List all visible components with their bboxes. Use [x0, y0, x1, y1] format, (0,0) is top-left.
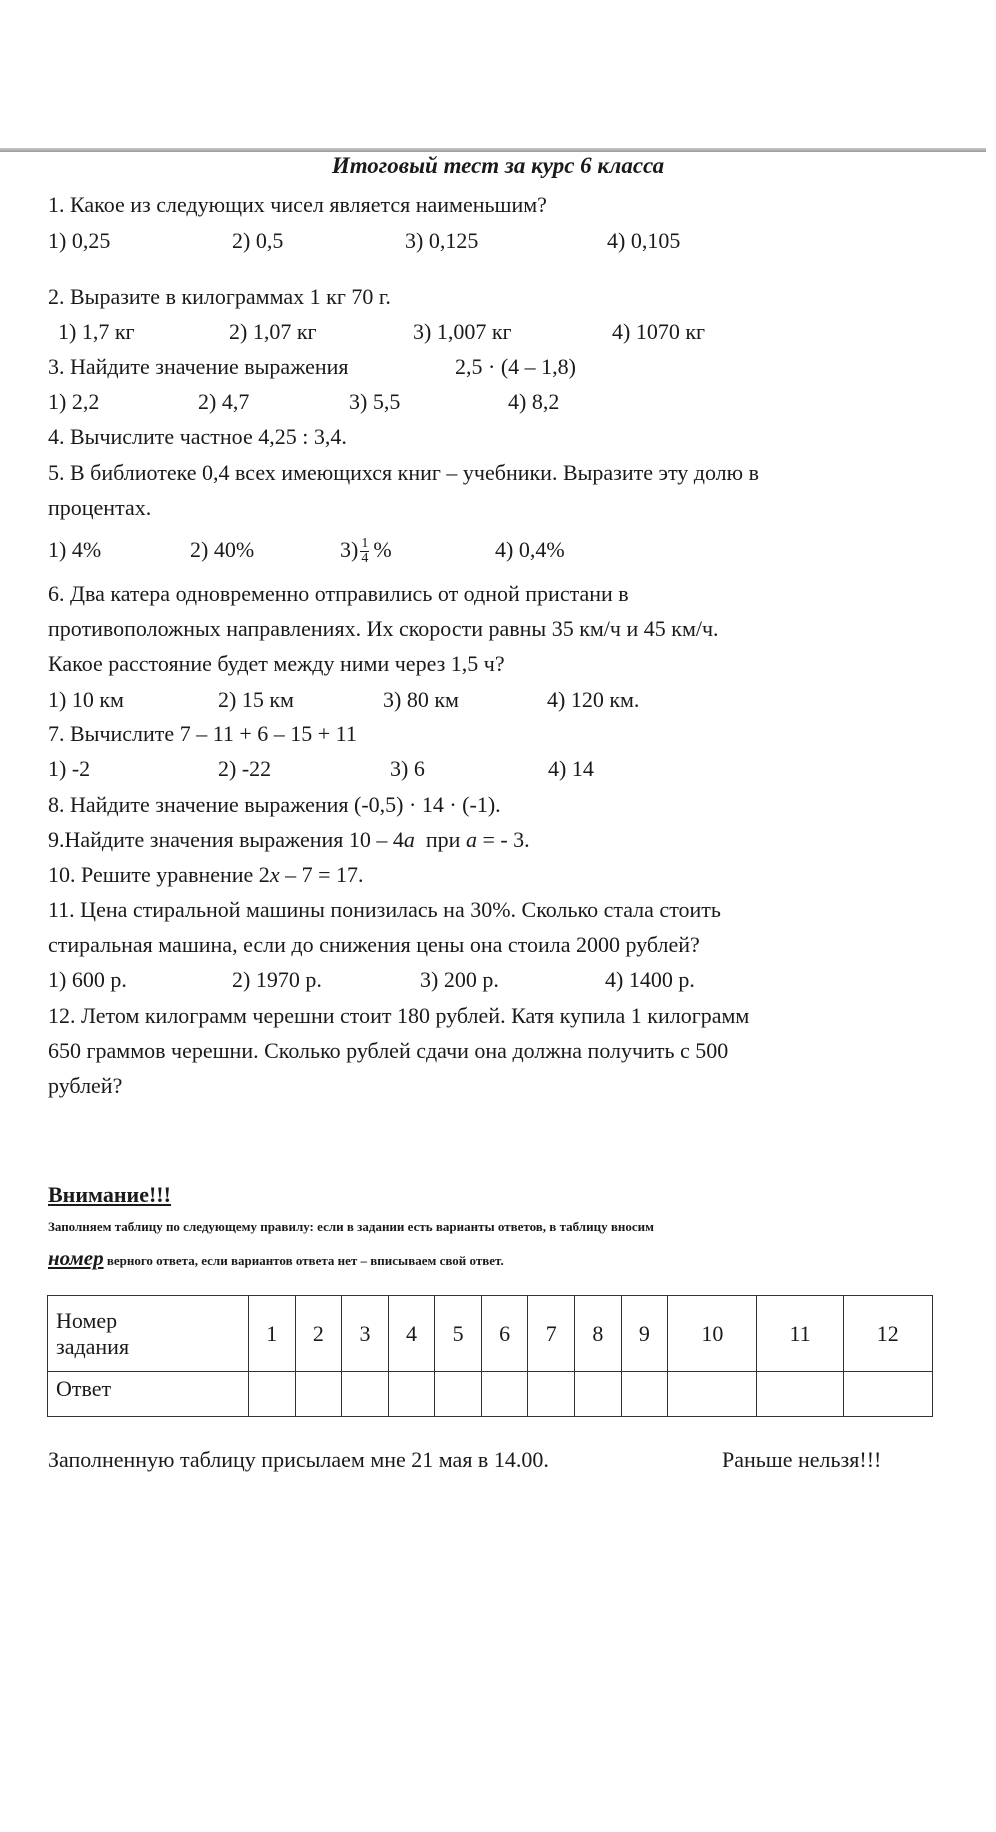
answer-cell-4[interactable] [388, 1372, 435, 1417]
q3-option-2: 2) 4,7 [198, 389, 250, 414]
answer-cell-2[interactable] [295, 1372, 342, 1417]
fraction-one-quarter [360, 537, 369, 566]
answer-table [47, 1295, 933, 1417]
task-number-1: 1 [249, 1296, 296, 1372]
q6-option-2: 2) 15 км [218, 687, 294, 712]
q10-suffix: – 7 = 17. [279, 862, 364, 887]
q9-middle: при [414, 827, 466, 852]
rule-line-2-text: верного ответа, если вариантов ответа нет – вписываем свой ответ. [103, 1253, 504, 1268]
task-number-2: 2 [295, 1296, 342, 1372]
question-10 [48, 861, 364, 889]
table-row-answers [48, 1372, 933, 1417]
q2-option-1: 1) 1,7 кг [58, 319, 135, 344]
question-3: 3. Найдите значение выражения [48, 354, 349, 379]
q1-option-2: 2) 0,5 [232, 228, 284, 253]
q7-option-3: 3) 6 [390, 756, 425, 781]
answer-cell-5[interactable] [435, 1372, 482, 1417]
q1-option-1: 1) 0,25 [48, 228, 111, 253]
question-11-line-2: стиральная машина, если до снижения цены она стоила 2000 рублей? [48, 932, 700, 957]
answer-cell-11[interactable] [757, 1372, 843, 1417]
q11-option-3: 3) 200 р. [420, 967, 499, 992]
question-6-line-2: противоположных направлениях. Их скорости равны 35 км/ч и 45 км/ч. [48, 616, 719, 641]
question-12-line-1: 12. Летом килограмм черешни стоит 180 рублей. Катя купила 1 килограмм [48, 1003, 750, 1028]
fraction-denominator: 4 [361, 551, 369, 567]
q7-option-1: 1) -2 [48, 756, 91, 781]
task-number-12: 12 [843, 1296, 932, 1372]
task-number-11: 11 [757, 1296, 843, 1372]
answer-cell-10[interactable] [668, 1372, 757, 1417]
q11-option-2: 2) 1970 р. [232, 967, 322, 992]
rule-line-2 [48, 1246, 504, 1271]
table-row-numbers [48, 1296, 933, 1372]
fraction-numerator: 1 [361, 536, 369, 552]
question-4: 4. Вычислите частное 4,25 : 3,4. [48, 424, 347, 449]
q7-option-2: 2) -22 [218, 756, 272, 781]
q3-option-1: 1) 2,2 [48, 389, 100, 414]
footer-warning: Раньше нельзя!!! [722, 1447, 882, 1472]
question-5-line-2: процентах. [48, 495, 152, 520]
table-label-otvet: Ответ [48, 1372, 249, 1417]
q5-option-4: 4) 0,4% [495, 537, 565, 562]
q2-option-2: 2) 1,07 кг [229, 319, 317, 344]
q6-option-3: 3) 80 км [383, 687, 459, 712]
attention-heading: Внимание!!! [48, 1182, 171, 1207]
fraction-percent: % [373, 537, 392, 562]
answer-cell-7[interactable] [528, 1372, 575, 1417]
q5-option-1: 1) 4% [48, 537, 102, 562]
question-1: 1. Какое из следующих чисел является наименьшим? [48, 192, 547, 217]
q3-option-4: 4) 8,2 [508, 389, 560, 414]
question-12-line-2: 650 граммов черешни. Сколько рублей сдачи она должна получить с 500 [48, 1038, 729, 1063]
question-9 [48, 826, 530, 854]
question-6-line-3: Какое расстояние будет между ними через 1,5 ч? [48, 651, 505, 676]
task-number-10: 10 [668, 1296, 757, 1372]
q9-suffix: = - 3. [476, 827, 530, 852]
q9-prefix: 9.Найдите значения выражения 10 – 4 [48, 827, 404, 852]
q11-option-1: 1) 600 р. [48, 967, 127, 992]
rule-line-1: Заполняем таблицу по следующему правилу: если в задании есть варианты ответов, в таблицу вносим [48, 1219, 654, 1234]
table-label-zadaniya: задания [56, 1333, 130, 1359]
q10-prefix: 10. Решите уравнение 2 [48, 862, 270, 887]
task-number-3: 3 [342, 1296, 389, 1372]
q2-option-4: 4) 1070 кг [612, 319, 706, 344]
table-label-nomer: Номер [56, 1307, 118, 1333]
question-5-line-1: 5. В библиотеке 0,4 всех имеющихся книг – учебники. Выразите эту долю в [48, 460, 759, 485]
q6-option-4: 4) 120 км. [547, 687, 640, 712]
q2-option-3: 3) 1,007 кг [413, 319, 512, 344]
q1-option-4: 4) 0,105 [607, 228, 681, 253]
q1-option-3: 3) 0,125 [405, 228, 479, 253]
q5-option-2: 2) 40% [190, 537, 255, 562]
page-title: Итоговый тест за курс 6 класса [331, 153, 665, 178]
question-2: 2. Выразите в килограммах 1 кг 70 г. [48, 284, 391, 309]
answer-cell-12[interactable] [843, 1372, 932, 1417]
task-number-8: 8 [575, 1296, 622, 1372]
q5-option-3-label: 3) [340, 537, 359, 562]
q9-variable: a [403, 827, 415, 852]
question-7: 7. Вычислите 7 – 11 + 6 – 15 + 11 [48, 721, 357, 746]
q3-option-3: 3) 5,5 [349, 389, 401, 414]
answer-cell-6[interactable] [481, 1372, 528, 1417]
answer-cell-9[interactable] [621, 1372, 668, 1417]
answer-cell-3[interactable] [342, 1372, 389, 1417]
q5-option-3 [340, 530, 392, 570]
table-header-cell [48, 1296, 249, 1372]
rule-nomer: номер [48, 1246, 104, 1270]
answer-cell-8[interactable] [575, 1372, 622, 1417]
task-number-7: 7 [528, 1296, 575, 1372]
q7-option-4: 4) 14 [548, 756, 594, 781]
q9-variable-2: a [465, 827, 477, 852]
question-6-line-1: 6. Два катера одновременно отправились от одной пристани в [48, 581, 629, 606]
q3-expression: 2,5 · (4 – 1,8) [455, 354, 576, 379]
q11-option-4: 4) 1400 р. [605, 967, 695, 992]
question-12-line-3: рублей? [48, 1073, 123, 1098]
task-number-4: 4 [388, 1296, 435, 1372]
q10-variable: x [269, 862, 280, 887]
answer-cell-1[interactable] [249, 1372, 296, 1417]
task-number-5: 5 [435, 1296, 482, 1372]
footer-deadline: Заполненную таблицу присылаем мне 21 мая в 14.00. [48, 1447, 549, 1472]
question-11-line-1: 11. Цена стиральной машины понизилась на 30%. Сколько стала стоить [48, 897, 721, 922]
top-divider [0, 148, 986, 152]
task-number-6: 6 [481, 1296, 528, 1372]
question-8: 8. Найдите значение выражения (-0,5) · 14 · (-1). [48, 792, 501, 817]
q6-option-1: 1) 10 км [48, 687, 124, 712]
task-number-9: 9 [621, 1296, 668, 1372]
